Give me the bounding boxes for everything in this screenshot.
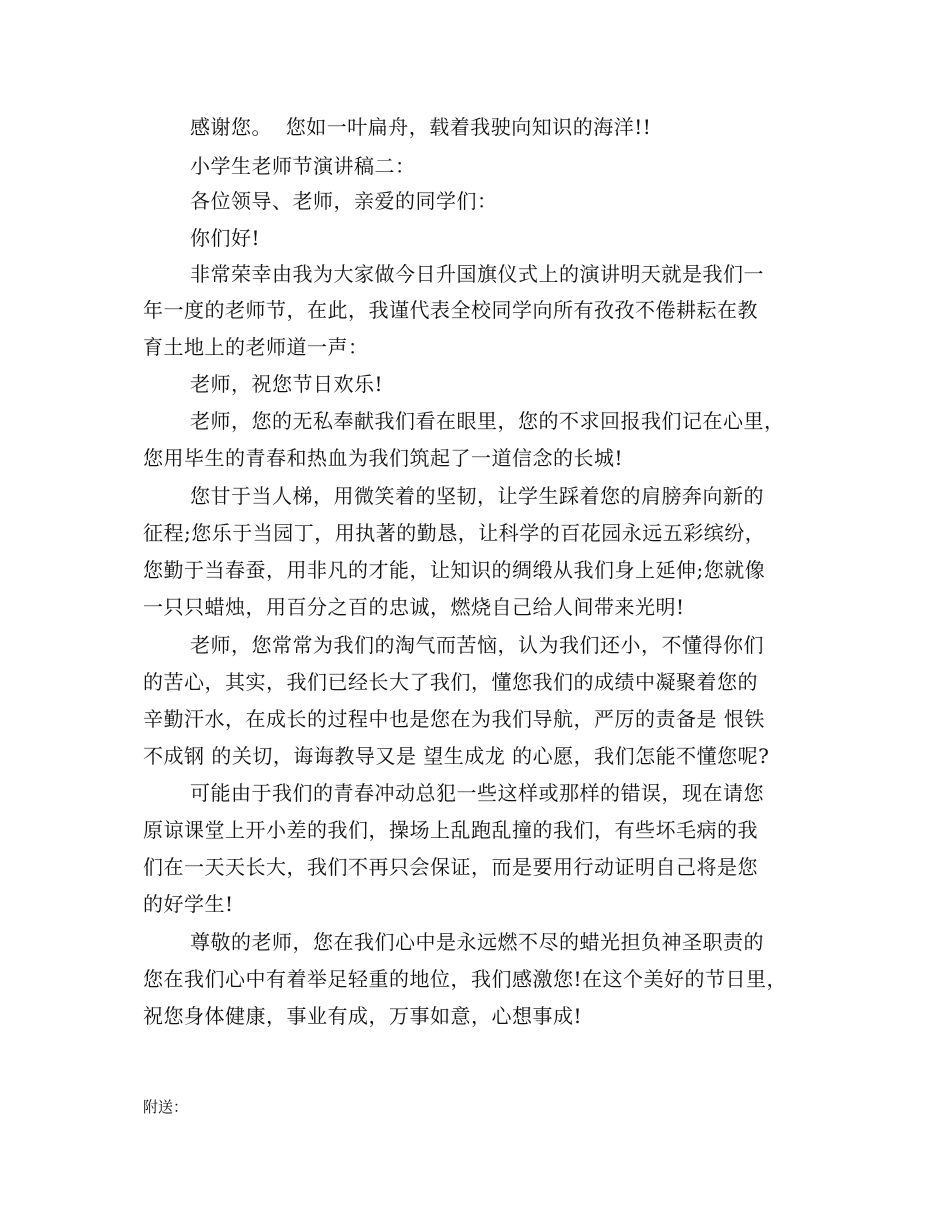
text-line-15: 老师，您常常为我们的淘气而苦恼，认为我们还小，不懂得你们 [190, 633, 764, 657]
text-line-6: 年一度的老师节，在此，我谨代表全校同学向所有孜孜不倦耕耘在教 [143, 298, 758, 322]
text-line-1: 感谢您。 您如一叶扁舟，载着我驶向知识的海洋!! [190, 115, 652, 139]
text-line-14: 一只只蜡烛，用百分之百的忠诚，燃烧自己给人间带来光明! [143, 595, 685, 619]
text-line-12: 征程;您乐于当园丁，用执著的勤恳，让科学的百花园永远五彩缤纷， [143, 521, 766, 545]
section-title: 小学生老师节演讲稿二： [190, 154, 416, 178]
footer-label: 附送： [143, 1098, 189, 1116]
salutation: 各位领导、老师，亲爱的同学们： [190, 189, 498, 213]
text-line-7: 育土地上的老师道一声： [143, 335, 369, 359]
text-line-11: 您甘于当人梯，用微笑着的坚韧，让学生踩着您的肩膀奔向新的 [190, 484, 764, 508]
text-line-23: 尊敬的老师，您在我们心中是永远燃不尽的蜡光担负神圣职责的 [190, 930, 764, 954]
text-line-19: 可能由于我们的青春冲动总犯一些这样或那样的错误，现在请您 [190, 781, 764, 805]
text-line-13: 您勤于当春蚕，用非凡的才能，让知识的绸缎从我们身上延伸;您就像 [143, 558, 766, 582]
text-line-16: 的苦心，其实，我们已经长大了我们，懂您我们的成绩中凝聚着您的 [143, 670, 758, 694]
text-line-21: 们在一天天长大，我们不再只会保证，而是要用行动证明自己将是您 [143, 855, 758, 879]
text-line-9: 老师，您的无私奉献我们看在眼里，您的不求回报我们记在心里， [190, 409, 785, 433]
text-line-10: 您用毕生的青春和热血为我们筑起了一道信念的长城! [143, 446, 624, 470]
text-line-22: 的好学生! [143, 892, 234, 916]
greeting: 你们好! [190, 226, 261, 250]
text-line-8: 老师，祝您节日欢乐! [190, 372, 384, 396]
text-line-5: 非常荣幸由我为大家做今日升国旗仪式上的演讲明天就是我们一 [190, 262, 764, 286]
text-line-20: 原谅课堂上开小差的我们，操场上乱跑乱撞的我们，有些坏毛病的我 [143, 818, 758, 842]
text-line-17: 辛勤汗水，在成长的过程中也是您在为我们导航，严厉的责备是 恨铁 [143, 707, 765, 731]
text-line-24: 您在我们心中有着举足轻重的地位，我们感激您!在这个美好的节日里， [143, 967, 788, 991]
text-line-25: 祝您身体健康，事业有成，万事如意，心想事成! [143, 1004, 583, 1028]
text-line-18: 不成钢 的关切，诲诲教导又是 望生成龙 的心愿，我们怎能不懂您呢? [143, 744, 770, 768]
